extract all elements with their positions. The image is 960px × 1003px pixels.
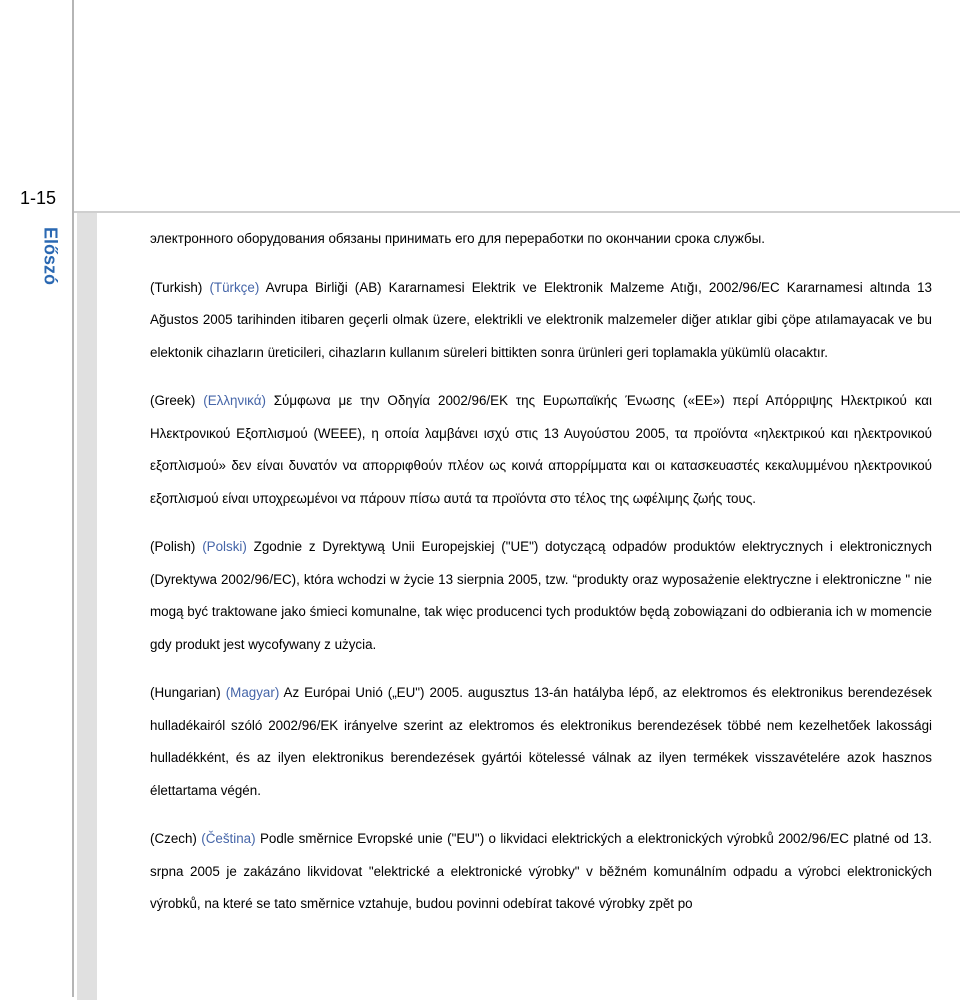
paragraph-russian-continuation — [150, 223, 932, 256]
paragraph-text: Az Európai Unió („EU") 2005. augusztus 13-án hatályba lépő, az elektromos és elektronikus berendezések hulladékairól szóló 2002/96/EK irányelve szerint az elektromos és elektronikus berendezések többé nem kezelhetőek lakossági hulladékként, és az ilyen elektronikus berendezések gyártói kötelessé válnak az ilyen termékek visszavételére azok hasznos élettartama végén. — [150, 685, 932, 798]
paragraph-text: Σύμφωνα με την Οδηγία 2002/96/ΕΚ της Ευρωπαϊκής Ένωσης («ΕΕ») περί Απόρριψης Ηλεκτρικού και Ηλεκτρονικού Εξοπλισμού (WEEE), η οποία λαμβάνει ισχύ στις 13 Αυγούστου 2005, τα προϊόντα «ηλεκτρικού και ηλεκτρονικού εξοπλισμού» δεν είναι δυνατόν να απορριφθούν πλέον ως κοινά απορρίμματα και οι κατασκευαστές κεκαλυμμένου ηλεκτρονικού εξοπλισμού είναι υποχρεωμένοι να πάρουν πίσω αυτά τα προϊόντα στο τέλος της ωφέλιμης ζωής τους. — [150, 393, 932, 506]
chapter-title: Előszó — [40, 226, 61, 286]
language-label: (Greek) — [150, 393, 196, 408]
paragraph-turkish — [150, 272, 932, 370]
paragraph-polish — [150, 531, 932, 661]
left-margin-rule — [72, 0, 74, 997]
paragraph-hungarian — [150, 677, 932, 807]
language-label: (Hungarian) — [150, 685, 221, 700]
paragraph-czech — [150, 823, 932, 921]
native-language-label: (Magyar) — [225, 685, 280, 700]
native-language-label: (Ελληνικά) — [203, 393, 266, 408]
side-shade-strip — [77, 213, 97, 1000]
native-language-label: (Türkçe) — [209, 279, 260, 295]
paragraph-text: Avrupa Birliği (AB) Kararnamesi Elektrik ve Elektronik Malzeme Atığı, 2002/96/EC Kararnamesi altında 13 Ağustos 2005 tarihinden itibaren geçerli olmak üzere, elektrikli ve elektronik malzemeler diğer atıklar gibi çöpe atılamayacak ve bu elektonik cihazların üreticileri, cihazların kullanım süreleri bittikten sonra ürünleri geri toplamakla yükümlü olacaktır. — [150, 279, 932, 360]
language-label: (Turkish) — [150, 279, 203, 295]
native-language-label: (Čeština) — [201, 831, 256, 846]
document-body — [150, 223, 932, 937]
page-number: 1-15 — [20, 188, 57, 208]
language-label: (Czech) — [150, 831, 197, 846]
paragraph-text: Podle směrnice Evropské unie ("EU") o likvidaci elektrických a elektronických výrobků 2002/96/EC platné od 13. srpna 2005 je zakázáno likvidovat "elektrické a elektronické výrobky" v běžném komunálním odpadu a výrobci elektronických výrobků, na které se tato směrnice vztahuje, budou povinni odebírat takové výrobky zpět po — [150, 831, 932, 911]
paragraph-greek — [150, 385, 932, 515]
header-rule — [74, 211, 960, 213]
paragraph-text: электронного оборудования обязаны принимать его для переработки по окончании срока службы. — [150, 231, 766, 246]
language-label: (Polish) — [150, 539, 196, 554]
paragraph-text: Zgodnie z Dyrektywą Unii Europejskiej ("UE") dotyczącą odpadów produktów elektrycznych i elektronicznych (Dyrektywa 2002/96/EC), która wchodzi w życie 13 sierpnia 2005, tzw. “produkty oraz wyposażenie elektryczne i elektroniczne " nie mogą być traktowane jako śmieci komunalne, tak więc producenci tych produktów będą zobowiązani do odbierania ich w momencie gdy produkt jest wycofywany z użycia. — [150, 539, 932, 652]
native-language-label: (Polski) — [202, 539, 247, 554]
